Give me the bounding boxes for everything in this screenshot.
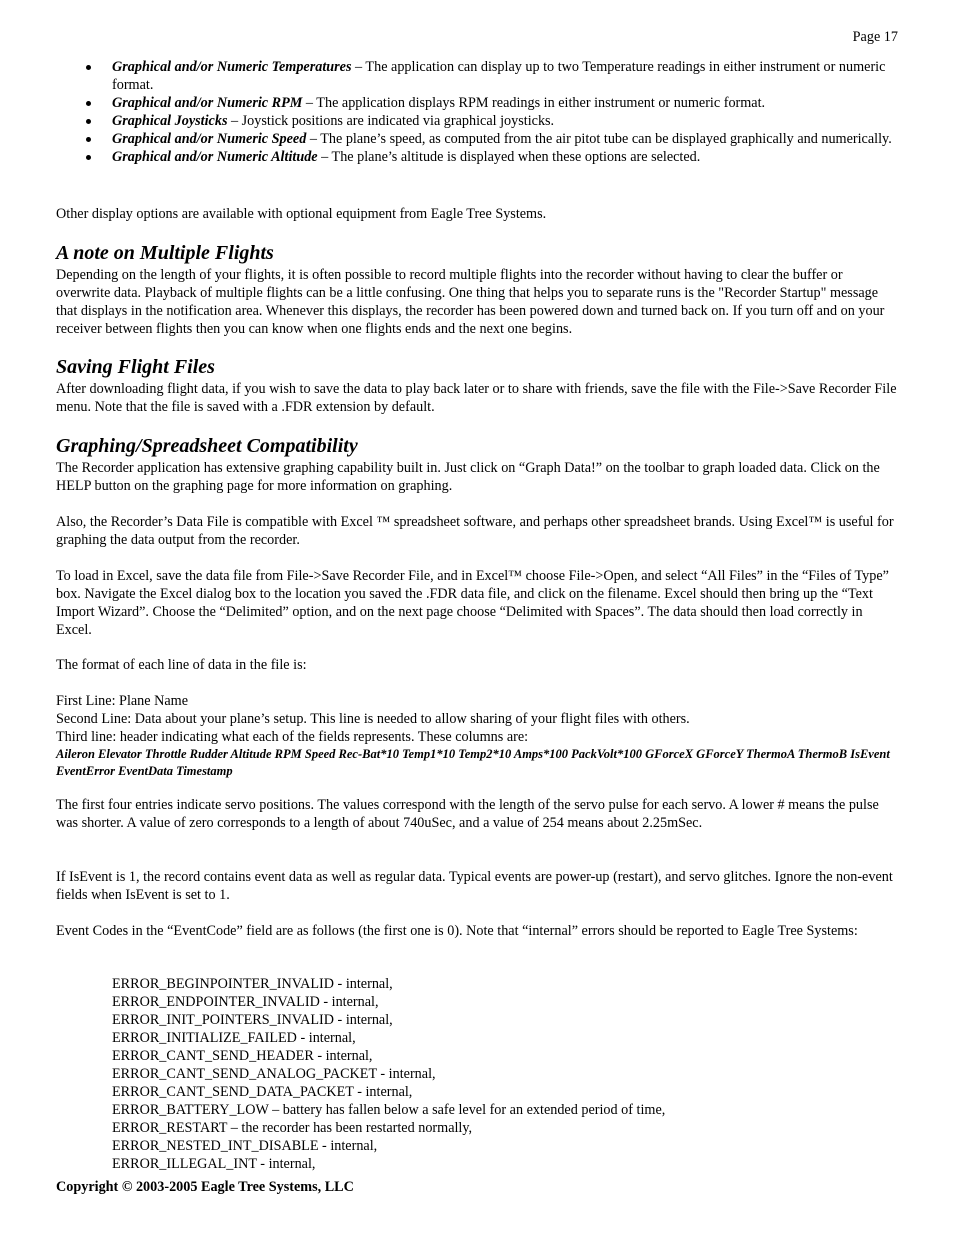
heading-saving-flight-files: Saving Flight Files (56, 356, 215, 378)
servo-paragraph: The first four entries indicate servo positions. The values correspond with the length of the servo pulse for each servo. A lower # means the pulse was shorter. A value of zero corresponds to a length of about 740uSec, and a value of 254 means about 2.25mSec. (56, 797, 879, 831)
event-code-item: ERROR_ILLEGAL_INT - internal, (112, 1156, 316, 1172)
event-code-item: ERROR_INITIALIZE_FAILED - internal, (112, 1030, 356, 1046)
format-second-line: Second Line: Data about your plane’s setup. This line is needed to allow sharing of your flight files with others. (56, 711, 690, 727)
heading-multiple-flights: A note on Multiple Flights (56, 242, 274, 264)
page-number: Page 17 (852, 29, 898, 45)
feature-list (56, 58, 898, 166)
document-page (56, 28, 898, 1195)
graphing-paragraph-2: Also, the Recorder’s Data File is compatible with Excel ™ spreadsheet software, and perhaps other spreadsheet brands. Using Excel™ is useful for graphing the data output from the recorder. (56, 514, 894, 548)
format-first-line: First Line: Plane Name (56, 693, 188, 709)
saving-paragraph: After downloading flight data, if you wish to save the data to play back later or to share with friends, save the file with the File->Save Recorder File menu. Note that the file is saved with a .FDR extension by default. (56, 381, 897, 415)
event-code-item: ERROR_BATTERY_LOW – battery has fallen below a safe level for an extended period of time, (112, 1102, 666, 1118)
format-intro: The format of each line of data in the file is: (56, 657, 307, 673)
event-code-item: ERROR_CANT_SEND_HEADER - internal, (112, 1048, 373, 1064)
event-code-item: ERROR_CANT_SEND_DATA_PACKET - internal, (112, 1084, 413, 1100)
event-codes-intro: Event Codes in the “EventCode” field are as follows (the first one is 0). Note that “internal” errors should be reported to Eagle Tree Systems: (56, 923, 858, 939)
list-item: Graphical and/or Numeric Temperatures – The application can display up to two Temperature readings in either instrument or numeric format. (56, 58, 898, 94)
column-list: Aileron Elevator Throttle Rudder Altitude RPM Speed Rec-Bat*10 Temp1*10 Temp2*10 Amps*100 PackVolt*100 GForceX GForceY ThermoA ThermoB IsEvent EventError EventData Timestamp (56, 747, 890, 778)
event-code-item: ERROR_INIT_POINTERS_INVALID - internal, (112, 1012, 393, 1028)
other-options-paragraph: Other display options are available with optional equipment from Eagle Tree Systems. (56, 206, 547, 222)
multiple-flights-paragraph: Depending on the length of your flights, it is often possible to record multiple flights into the recorder without having to clear the buffer or overwrite data. Playback of multiple flights can be a little confusing. One thing that helps you to separate runs is the "Recorder Startup" message that displays in the notification area. Whenever this displays, the recorder has been powered down and turned back on. If you turn off and on your receiver between flights then you can know when one flights ends and the next one begins. (56, 267, 885, 337)
event-code-list (56, 975, 954, 1173)
heading-graphing: Graphing/Spreadsheet Compatibility (56, 435, 358, 457)
copyright-footer: Copyright © 2003-2005 Eagle Tree Systems, LLC (56, 1179, 354, 1195)
format-third-line: Third line: header indicating what each of the fields represents. These columns are: (56, 729, 529, 745)
list-item: Graphical and/or Numeric Speed – The plane’s speed, as computed from the air pitot tube can be displayed graphically and numerically. (56, 130, 898, 148)
event-code-item: ERROR_RESTART – the recorder has been restarted normally, (112, 1120, 473, 1136)
event-code-item: ERROR_CANT_SEND_ANALOG_PACKET - internal, (112, 1066, 436, 1082)
event-code-item: ERROR_NESTED_INT_DISABLE - internal, (112, 1138, 378, 1154)
event-code-item: ERROR_BEGINPOINTER_INVALID - internal, (112, 976, 393, 992)
graphing-paragraph-1: The Recorder application has extensive graphing capability built in. Just click on “Graph Data!” on the toolbar to graph loaded data. Click on the HELP button on the graphing page for more information on graphing. (56, 460, 880, 494)
list-item: Graphical and/or Numeric Altitude – The plane’s altitude is displayed when these options are selected. (56, 148, 898, 166)
list-item: Graphical Joysticks – Joystick positions are indicated via graphical joysticks. (56, 112, 898, 130)
event-code-item: ERROR_ENDPOINTER_INVALID - internal, (112, 994, 379, 1010)
isevent-paragraph: If IsEvent is 1, the record contains event data as well as regular data. Typical events are power-up (restart), and servo glitches. Ignore the non-event fields when IsEvent is set to 1. (56, 869, 893, 903)
graphing-paragraph-3: To load in Excel, save the data file from File->Save Recorder File, and in Excel™ choose File->Open, and select “All Files” in the “Files of Type” box. Navigate the Excel dialog box to the location you saved the .FDR data file, and click on the filename. Excel should then bring up the “Text Import Wizard”. Choose the “Delimited” option, and on the next page choose “Delimited with Spaces”. The data should then load correctly in Excel. (56, 568, 889, 638)
list-item: Graphical and/or Numeric RPM – The application displays RPM readings in either instrument or numeric format. (56, 94, 898, 112)
